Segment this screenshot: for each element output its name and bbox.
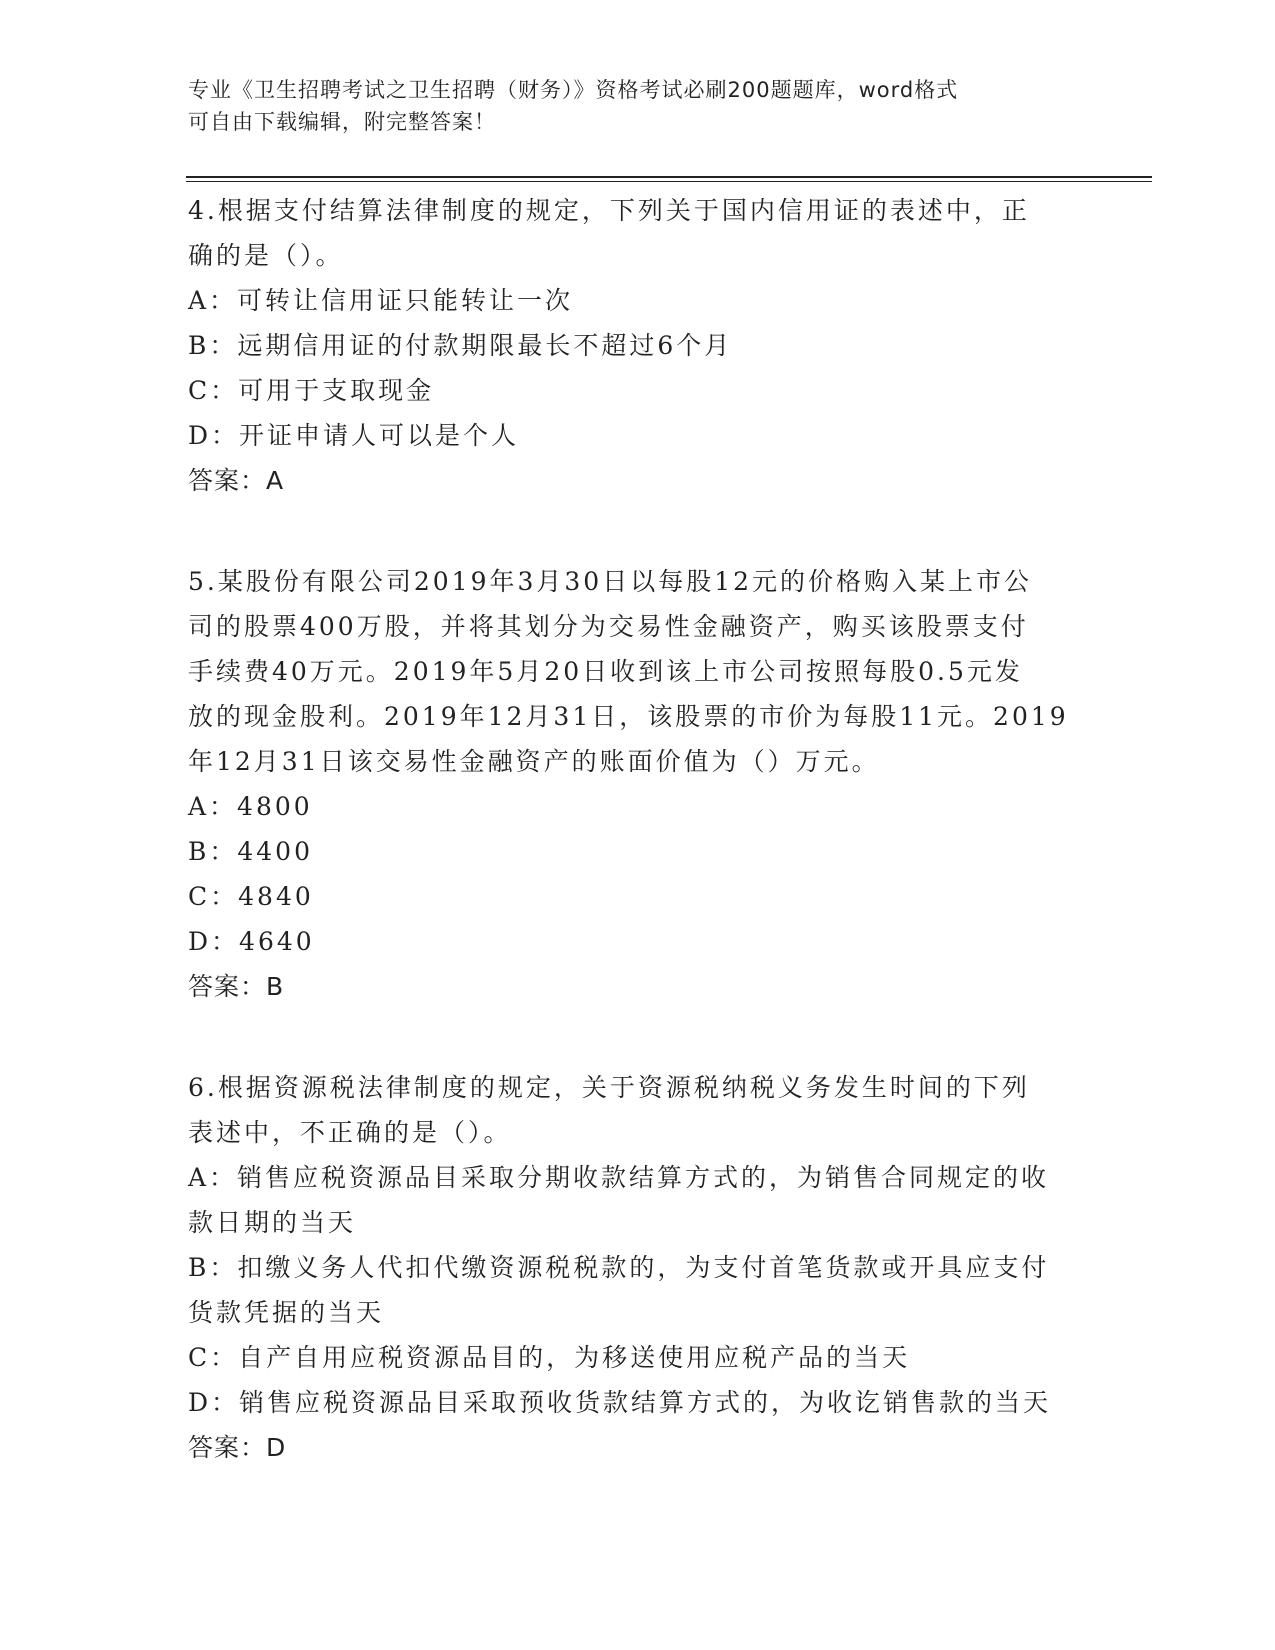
- question-6-answer: 答案：D: [188, 1433, 287, 1462]
- question-spacer: [188, 503, 1088, 559]
- option-line: 货款凭据的当天: [188, 1298, 385, 1327]
- question-5-option-c: C：4840: [188, 882, 314, 911]
- header-line-1: 专业《卫生招聘考试之卫生招聘（财务）》资格考试必刷200题题库，word格式: [188, 78, 959, 102]
- question-6: [188, 1065, 1088, 1470]
- question-5-stem-line: 手续费40万元。2019年5月20日收到该上市公司按照每股0.5元发: [188, 657, 1023, 686]
- question-5-stem-line: 5.某股份有限公司2019年3月30日以每股12元的价格购入某上市公: [188, 567, 1033, 596]
- question-5-stem-line: 司的股票400万股，并将其划分为交易性金融资产，购买该股票支付: [188, 612, 1029, 641]
- question-5-stem-line: 年12月31日该交易性金融资产的账面价值为（）万元。: [188, 747, 880, 776]
- question-6-stem: [188, 1065, 1088, 1155]
- header-divider-thick: [186, 176, 1152, 178]
- question-6-option-d: D：销售应税资源品目采取预收货款结算方式的，为收讫销售款的当天: [188, 1388, 1052, 1417]
- document-header: [188, 74, 1068, 138]
- question-6-option-a: [188, 1155, 1088, 1245]
- question-list: [188, 188, 1088, 1470]
- question-4-option-a: A：可转让信用证只能转让一次: [188, 286, 574, 315]
- question-5-option-d: D：4640: [188, 927, 315, 956]
- question-4-option-d: D：开证申请人可以是个人: [188, 421, 520, 450]
- question-5: [188, 559, 1088, 1009]
- question-4-option-c: C：可用于支取现金: [188, 376, 435, 405]
- question-6-stem-line: 6.根据资源税法律制度的规定，关于资源税纳税义务发生时间的下列: [188, 1073, 1030, 1102]
- question-5-answer: 答案：B: [188, 972, 285, 1001]
- question-4-stem-line: 确的是（）。: [188, 241, 344, 270]
- question-4-answer: 答案：A: [188, 466, 285, 495]
- option-line: A：销售应税资源品目采取分期收款结算方式的，为销售合同规定的收: [188, 1163, 1050, 1192]
- option-line: B：扣缴义务人代扣代缴资源税税款的，为支付首笔货款或开具应支付: [188, 1253, 1050, 1282]
- question-6-stem-line: 表述中，不正确的是（）。: [188, 1118, 512, 1147]
- question-4-option-b: B：远期信用证的付款期限最长不超过6个月: [188, 331, 733, 360]
- question-4-stem-line: 4.根据支付结算法律制度的规定，下列关于国内信用证的表述中，正: [188, 196, 1030, 225]
- option-line: 款日期的当天: [188, 1208, 357, 1237]
- question-4: [188, 188, 1088, 503]
- question-6-option-c: C：自产自用应税资源品目的，为移送使用应税产品的当天: [188, 1343, 911, 1372]
- question-6-option-b: [188, 1245, 1088, 1335]
- question-5-stem-line: 放的现金股利。2019年12月31日，该股票的市价为每股11元。2019: [188, 702, 1069, 731]
- question-4-stem: [188, 188, 1088, 278]
- question-5-option-b: B：4400: [188, 837, 313, 866]
- question-spacer: [188, 1009, 1088, 1065]
- question-5-option-a: A：4800: [188, 792, 313, 821]
- header-line-2: 可自由下载编辑，附完整答案！: [188, 110, 496, 134]
- question-5-stem: [188, 559, 1088, 784]
- header-divider-thin: [186, 181, 1152, 182]
